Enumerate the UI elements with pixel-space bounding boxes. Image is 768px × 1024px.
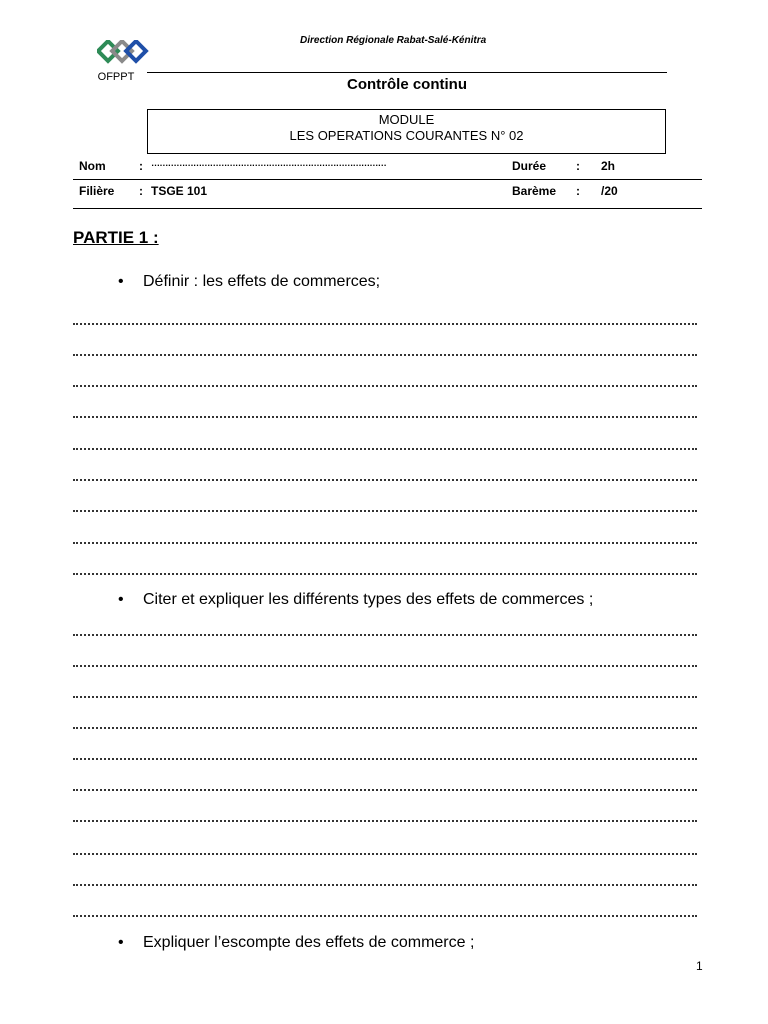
answer-line[interactable] [73,510,697,512]
answer-line[interactable] [73,479,697,481]
answer-line[interactable] [73,820,697,822]
answer-line[interactable] [73,915,697,917]
answer-line[interactable] [73,789,697,791]
partie-heading: PARTIE 1 : [73,228,159,247]
info-rule-bottom [73,208,702,209]
module-box [147,109,666,154]
nom-label: Nom [79,159,106,173]
bareme-value: /20 [601,184,618,198]
question-text: Citer et expliquer les différents types des effets de commerces ; [143,591,594,608]
info-rule-top [73,179,702,180]
answer-line[interactable] [73,323,697,325]
answer-line[interactable] [73,573,697,575]
document-title: Contrôle continu [347,76,467,93]
answer-line[interactable] [73,884,697,886]
nom-field: ………………………………………………………………………… [151,158,387,168]
ofppt-logo [93,40,151,86]
bullet: • [118,273,124,290]
answer-line[interactable] [73,416,697,418]
answer-line[interactable] [73,448,697,450]
logo-label: OFPPT [97,71,135,83]
answer-line[interactable] [73,634,697,636]
ofppt-logo-icon [97,40,149,66]
module-heading: MODULE [378,112,435,127]
answer-line[interactable] [73,727,697,729]
answer-line[interactable] [73,385,697,387]
answer-line[interactable] [73,665,697,667]
duree-colon: : [576,159,580,173]
bareme-label: Barème [512,184,557,198]
nom-colon: : [139,159,143,173]
bareme-colon: : [576,184,580,198]
duree-value: 2h [601,159,616,173]
header-rule [147,72,667,73]
filiere-colon: : [139,184,143,198]
duree-label: Durée [512,159,547,173]
question-text: Expliquer l’escompte des effets de commerce ; [143,934,475,951]
direction-regionale: Direction Régionale Rabat-Salé-Kénitra [300,35,487,46]
filiere-value: TSGE 101 [151,184,208,198]
answer-line[interactable] [73,542,697,544]
bullet: • [118,591,124,608]
question-text: Définir : les effets de commerces; [143,273,381,290]
filiere-label: Filière [79,184,115,198]
bullet: • [118,934,124,951]
module-name: LES OPERATIONS COURANTES N° 02 [289,128,524,143]
answer-line[interactable] [73,354,697,356]
page-number: 1 [696,959,703,973]
answer-line[interactable] [73,696,697,698]
answer-line[interactable] [73,758,697,760]
answer-line[interactable] [73,853,697,855]
